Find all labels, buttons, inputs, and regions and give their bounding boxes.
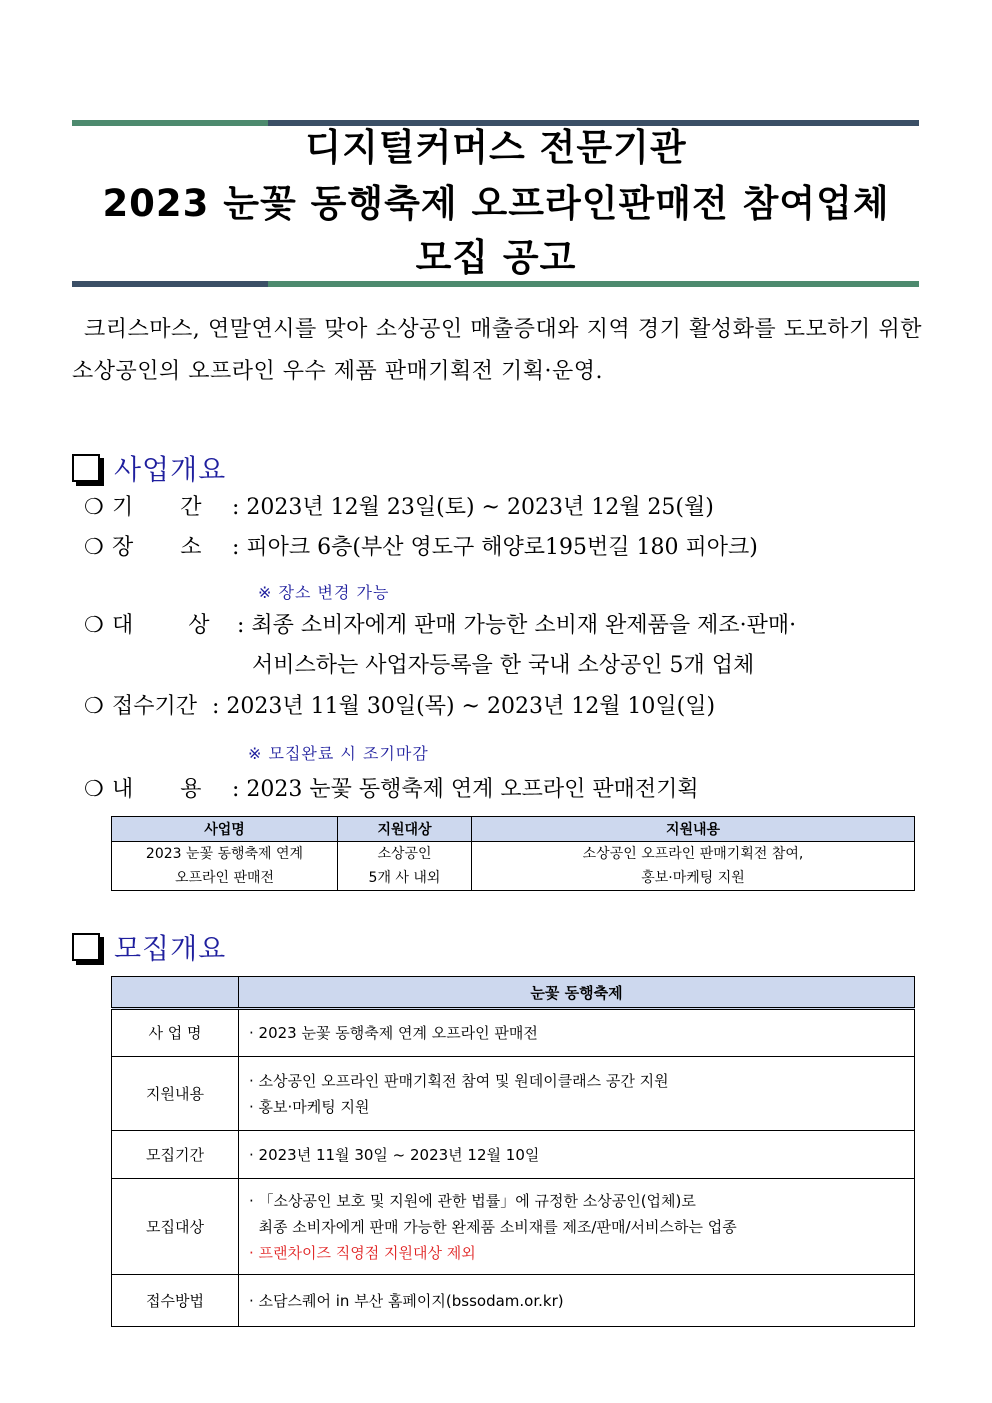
row-label: 사 업 명 [112, 1009, 239, 1057]
table-cell: 홍보·마케팅 지원 [472, 866, 915, 891]
title-line-2: 2023 눈꽃 동행축제 오프라인판매전 참여업체 [102, 182, 890, 225]
row-line: · 2023 눈꽃 동행축제 연계 오프라인 판매전 [249, 1024, 538, 1042]
item-text: : 피아크 6층(부산 영도구 해양로195번길 180 피아크) [232, 535, 758, 560]
item-label: 내 용 [112, 777, 202, 802]
checkbox-square-icon [72, 933, 100, 961]
item-text: : 최종 소비자에게 판매 가능한 소비재 완제품을 제조·판매· [237, 613, 797, 638]
bottom-bar-navy [72, 281, 268, 287]
item-period [84, 493, 714, 523]
circle-bullet-icon: ❍ [84, 777, 104, 802]
bottom-bar-green [268, 281, 919, 287]
row-content [239, 1131, 915, 1179]
table-cell: 소상공인 오프라인 판매기획전 참여, [472, 842, 915, 867]
table-row [112, 1131, 915, 1179]
note-early-deadline: ※ 모집완료 시 조기마감 [248, 744, 429, 763]
section-title: 모집개요 [114, 932, 227, 965]
row-label: 모집대상 [112, 1179, 239, 1275]
table-cell: 2023 눈꽃 동행축제 연계 [112, 842, 338, 867]
item-text: : 2023년 11월 30일(목) ~ 2023년 12월 10일(일) [212, 694, 716, 719]
circle-bullet-icon: ❍ [84, 613, 104, 638]
table-cell: 오프라인 판매전 [112, 866, 338, 891]
row-line: 최종 소비자에게 판매 가능한 완제품 소비재를 제조/판매/서비스하는 업종 [249, 1217, 737, 1236]
row-line: · 「소상공인 보호 및 지원에 관한 법률」에 규정한 소상공인(업체)로 [249, 1191, 696, 1210]
circle-bullet-icon: ❍ [84, 495, 104, 520]
item-label: 접수기간 [112, 694, 198, 719]
item-label: 대 상 [112, 613, 210, 638]
row-content [239, 1057, 915, 1131]
note-location-change: ※ 장소 변경 가능 [258, 583, 390, 602]
table-row [112, 1179, 915, 1275]
item-label: 기 간 [112, 495, 202, 520]
circle-bullet-icon: ❍ [84, 694, 104, 719]
title-line-3: 모집 공고 [415, 236, 577, 279]
recruit-table [111, 976, 915, 1327]
row-line-warning: · 프랜차이즈 직영점 지원대상 제외 [249, 1243, 476, 1262]
table-cell: 5개 사 내외 [338, 866, 472, 891]
item-receipt-period [84, 692, 715, 722]
row-content [239, 1275, 915, 1327]
item-text: : 2023년 12월 23일(토) ~ 2023년 12월 25(월) [232, 495, 714, 520]
row-line: · 소담스퀘어 in 부산 홈페이지(bssodam.or.kr) [249, 1291, 564, 1310]
table-row [112, 1057, 915, 1131]
row-line: · 2023년 11월 30일 ~ 2023년 12월 10일 [249, 1145, 540, 1164]
header-business-name: 사업명 [112, 817, 338, 842]
table-row [112, 842, 915, 867]
table-cell: 소상공인 [338, 842, 472, 867]
item-content [84, 775, 699, 805]
row-label: 접수방법 [112, 1275, 239, 1327]
section-recruit-heading [72, 927, 226, 967]
title-line-1: 디지털커머스 전문기관 [305, 126, 687, 169]
item-location [84, 533, 758, 563]
section-overview-heading [72, 448, 226, 488]
item-label: 장 소 [112, 535, 202, 560]
row-line: · 소상공인 오프라인 판매기획전 참여 및 원데이클래스 공간 지원 [249, 1071, 669, 1090]
item-target [84, 611, 796, 641]
section-title: 사업개요 [114, 453, 227, 486]
header-empty [112, 977, 239, 1009]
table-header-row [112, 817, 915, 842]
row-content [239, 1009, 915, 1057]
table-header-row [112, 977, 915, 1009]
row-label: 모집기간 [112, 1131, 239, 1179]
header-support-content: 지원내용 [472, 817, 915, 842]
item-text: : 2023 눈꽃 동행축제 연계 오프라인 판매전기획 [232, 777, 699, 802]
table-row [112, 866, 915, 891]
checkbox-square-icon [72, 454, 100, 482]
row-content [239, 1179, 915, 1275]
item-target-cont: 서비스하는 사업자등록을 한 국내 소상공인 5개 업체 [252, 653, 755, 678]
business-table [111, 816, 915, 891]
table-row [112, 1275, 915, 1327]
header-support-target: 지원대상 [338, 817, 472, 842]
row-label: 지원내용 [112, 1057, 239, 1131]
header-festival: 눈꽃 동행축제 [239, 977, 915, 1009]
row-line: · 홍보·마케팅 지원 [249, 1097, 370, 1116]
circle-bullet-icon: ❍ [84, 535, 104, 560]
table-row [112, 1009, 915, 1057]
intro-paragraph: 크리스마스, 연말연시를 맞아 소상공인 매출증대와 지역 경기 활성화를 도모하기 위한 소상공인의 오프라인 우수 제품 판매기획전 기획·운영. [72, 317, 922, 384]
